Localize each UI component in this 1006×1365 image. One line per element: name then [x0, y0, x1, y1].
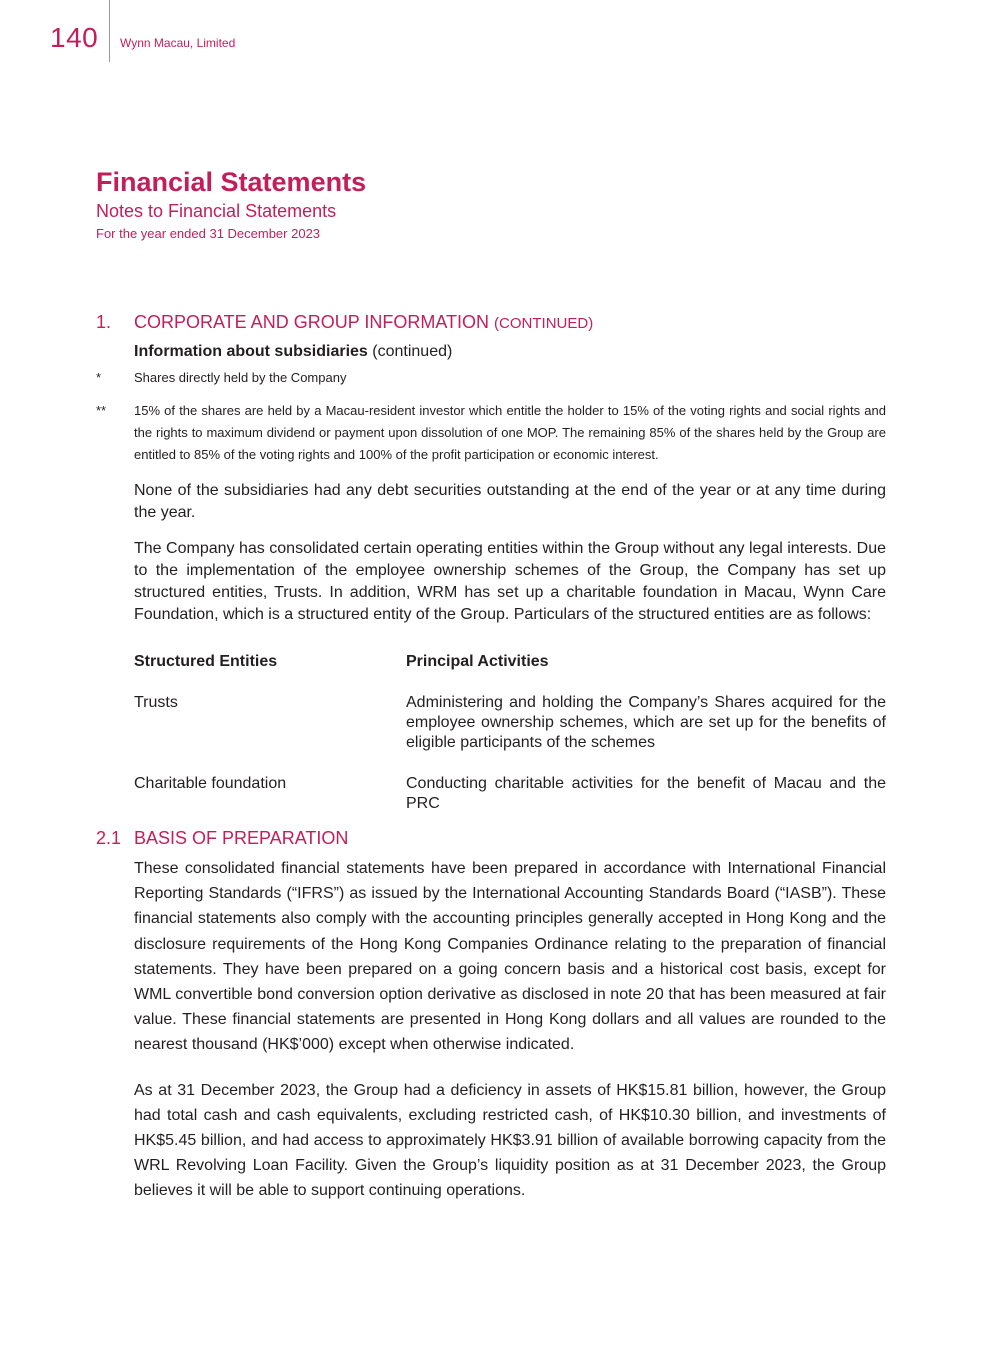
document-subtitle: Notes to Financial Statements — [96, 201, 337, 221]
document-title: Financial Statements — [96, 167, 367, 197]
structured-entities-table — [134, 652, 886, 814]
table-header-activities: Principal Activities — [406, 653, 549, 670]
section-2-1-body — [134, 856, 886, 1204]
section-1-heading — [96, 310, 886, 336]
section-1-continued: (CONTINUED) — [494, 315, 594, 332]
page-number: 140 — [50, 22, 99, 53]
subsidiaries-subheading — [134, 341, 886, 363]
paragraph-basis-of-preparation: These consolidated financial statements have been prepared in accordance with International Financial Reporting Standards (“IFRS”) as issued by the International Accounting Standards Board (“IASB”). These financial statements also comply with the accounting principles generally accepted in Hong Kong and the disclosure requirements of the Hong Kong Companies Ordinance relating to the preparation of financial statements. They have been prepared on a going concern basis and a historical cost basis, except for WML convertible bond conversion option derivative as disclosed in note 20 that has been measured at fair value. These financial statements are presented in Hong Kong dollars and all values are rounded to the nearest thousand (HK$’000) except when otherwise indicated. — [134, 860, 886, 1054]
entity-cell: Trusts — [134, 694, 178, 711]
paragraph-debt-securities: None of the subsidiaries had any debt securities outstanding at the end of the year or at any time during the year. — [134, 482, 886, 521]
content — [96, 310, 886, 1204]
title-block — [96, 166, 366, 242]
footnote-mark: * — [96, 370, 102, 385]
paragraph-structured-entities: The Company has consolidated certain operating entities within the Group without any legal interests. Due to the implementation of the employee ownership schemes of the Group, the Company has set up structured entities, Trusts. In addition, WRM has set up a charitable foundation in Macau, Wynn Care Foundation, which is a structured entity of the Group. Particulars of the structured entities are as follows: — [134, 540, 886, 623]
section-2-1-heading — [96, 826, 886, 850]
paragraph-going-concern: As at 31 December 2023, the Group had a deficiency in assets of HK$15.81 billion, however, the Group had total cash and cash equivalents, excluding restricted cash, of HK$10.30 billion, and investments of HK$5.45 billion, and had access to approximately HK$3.91 billion of available borrowing capacity from the WRL Revolving Loan Facility. Given the Group’s liquidity position as at 31 December 2023, the Group believes it will be able to support continuing operations. — [134, 1081, 886, 1200]
footnote-double-star — [96, 400, 886, 466]
entity-cell: Charitable foundation — [134, 775, 287, 792]
table-header-entities: Structured Entities — [134, 653, 278, 670]
header-divider — [109, 0, 110, 62]
footnote-text: 15% of the shares are held by a Macau-resident investor which entitle the holder to 15% of the voting rights and social rights and the rights to maximum dividend or payment upon dissolution of one MOP. The remaining 85% of the shares held by the Group are entitled to 85% of the voting rights and 100% of the profit participation or economic interest. — [134, 403, 886, 462]
subheading-bold: Information about subsidiaries — [134, 343, 368, 360]
section-2-1-title: BASIS OF PREPARATION — [134, 828, 349, 848]
activity-cell: Administering and holding the Company’s Shares acquired for the employee ownership schemes, which are set up for the benefits of eligible participants of the schemes — [406, 694, 886, 751]
table-row — [134, 753, 886, 814]
section-1-title: CORPORATE AND GROUP INFORMATION — [134, 312, 490, 332]
footnote-single-star — [96, 367, 886, 389]
subheading-rest: (continued) — [372, 343, 453, 360]
activity-cell: Conducting charitable activities for the benefit of Macau and the PRC — [406, 775, 886, 812]
footnote-mark: ** — [96, 403, 107, 418]
table-header-row — [134, 652, 886, 672]
reporting-period: For the year ended 31 December 2023 — [96, 226, 321, 241]
section-1-number: 1. — [96, 312, 112, 332]
section-2-1-number: 2.1 — [96, 828, 122, 848]
footnote-text: Shares directly held by the Company — [134, 370, 347, 385]
table-row — [134, 672, 886, 753]
company-name: Wynn Macau, Limited — [120, 36, 236, 50]
section-1-body — [96, 341, 886, 814]
